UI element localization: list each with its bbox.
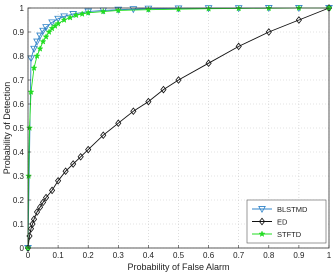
y-tick-label: 0.5 (12, 124, 24, 133)
legend-label-ed: ED (277, 217, 288, 227)
legend-label-stftd: STFTD (277, 230, 302, 239)
x-tick-label: 0.8 (263, 251, 275, 260)
x-tick-label: 0.1 (52, 251, 64, 260)
y-tick-label: 0 (19, 244, 24, 253)
y-tick-label: 0.9 (12, 28, 24, 37)
x-axis-label: Probability of False Alarm (127, 262, 230, 272)
y-tick-label: 0.2 (12, 196, 24, 205)
x-tick-label: 0 (25, 251, 31, 260)
y-tick-label: 0.1 (12, 220, 24, 229)
y-tick-label: 0.4 (12, 148, 24, 157)
x-tick-label: 0.5 (172, 251, 185, 260)
data-point-stftd (176, 6, 182, 11)
x-tick-label: 0.3 (112, 251, 124, 260)
legend-label-blstmd: BLSTMD (277, 205, 308, 214)
x-tick-label: 0.4 (142, 251, 154, 260)
data-point-stftd (37, 46, 43, 51)
y-tick-label: 0.6 (12, 100, 24, 109)
data-point-stftd (206, 6, 212, 11)
data-point-stftd (43, 34, 49, 39)
y-tick-label: 0.3 (12, 172, 24, 181)
legend (247, 200, 326, 243)
x-tick-label: 1 (326, 251, 332, 260)
x-tick-label: 0.2 (82, 251, 94, 260)
y-tick-label: 0.8 (12, 52, 24, 61)
data-point-stftd (40, 39, 46, 44)
y-tick-label: 0.7 (12, 76, 24, 85)
x-tick-label: 0.7 (233, 251, 245, 260)
x-tick-label: 0.9 (293, 251, 305, 260)
y-axis-label: Probability of Detection (2, 81, 12, 175)
y-tick-label: 1 (19, 4, 24, 13)
x-tick-label: 0.6 (203, 251, 215, 260)
